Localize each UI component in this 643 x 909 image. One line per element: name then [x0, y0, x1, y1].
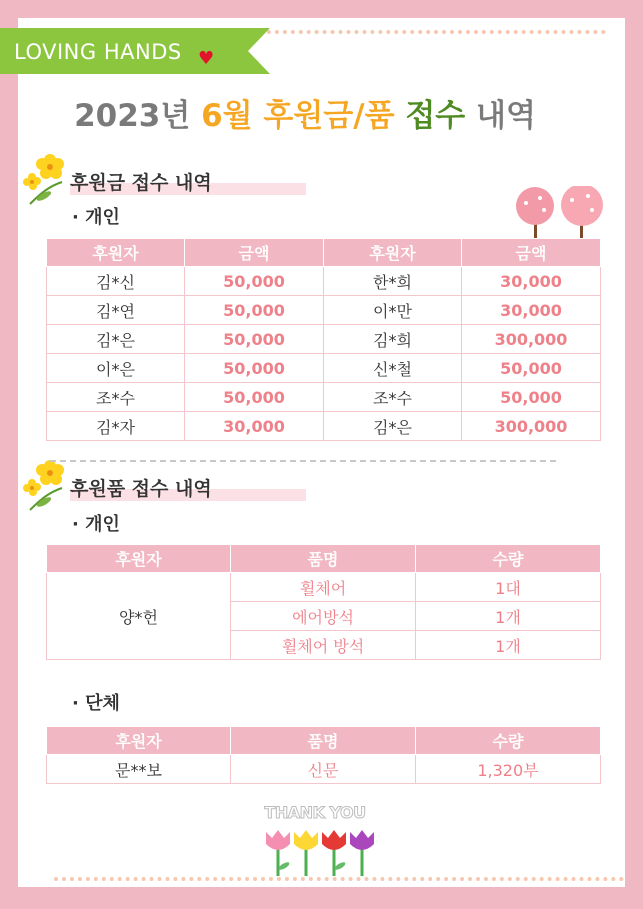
donor-cell: 이*은	[47, 354, 185, 383]
table-header-row	[47, 239, 601, 267]
title-year: 2023년	[74, 98, 202, 134]
col-amount: 금액	[462, 239, 601, 267]
donor-cell: 김*은	[47, 325, 185, 354]
heart-icon: ♥	[198, 48, 215, 69]
amount-cell: 50,000	[185, 267, 324, 296]
donor-cell: 한*희	[324, 267, 462, 296]
goods-group-table	[46, 726, 601, 784]
table-row	[47, 267, 601, 296]
section-divider	[50, 460, 556, 462]
table-row	[47, 296, 601, 325]
quantity-cell: 1개	[416, 631, 601, 660]
item-cell: 휠체어 방석	[231, 631, 416, 660]
donation-goods-heading: 후원품 접수 내역	[70, 478, 212, 500]
amount-cell: 50,000	[185, 296, 324, 325]
donor-cell: 신*철	[324, 354, 462, 383]
table-row	[47, 325, 601, 354]
table-header-row	[47, 545, 601, 573]
yellow-flower-icon	[22, 458, 74, 514]
table-row	[47, 573, 601, 602]
table-row	[47, 354, 601, 383]
table-row	[47, 755, 601, 784]
col-quantity: 수량	[416, 727, 601, 755]
donor-cell: 김*자	[47, 412, 185, 441]
amount-cell: 50,000	[462, 383, 601, 412]
yellow-flower-icon	[22, 152, 74, 208]
donor-cell: 문**보	[47, 755, 231, 784]
individual-subheading: · 개인	[72, 514, 120, 535]
amount-cell: 30,000	[462, 296, 601, 325]
title-month: 6월 후원금/품	[201, 98, 406, 134]
col-donor: 후원자	[47, 727, 231, 755]
quantity-cell: 1,320부	[416, 755, 601, 784]
donation-money-heading: 후원금 접수 내역	[70, 172, 212, 194]
group-subheading: · 단체	[72, 693, 120, 714]
item-cell: 에어방석	[231, 602, 416, 631]
table-row	[47, 412, 601, 441]
donor-cell: 양*헌	[47, 573, 231, 660]
col-item-name: 품명	[231, 545, 416, 573]
donor-cell: 조*수	[47, 383, 185, 412]
bottom-dotted-border	[54, 877, 624, 881]
col-item-name: 품명	[231, 727, 416, 755]
col-donor: 후원자	[324, 239, 462, 267]
brand-name: LOVING HANDS	[14, 40, 182, 64]
donation-money-table	[46, 238, 601, 441]
title-history: 내역	[476, 98, 536, 134]
item-cell: 신문	[231, 755, 416, 784]
amount-cell: 50,000	[185, 383, 324, 412]
quantity-cell: 1개	[416, 602, 601, 631]
cherry-tree-icon	[510, 186, 606, 242]
col-donor: 후원자	[47, 239, 185, 267]
amount-cell: 300,000	[462, 325, 601, 354]
tulips-icon	[262, 826, 380, 876]
individual-subheading: · 개인	[72, 207, 120, 228]
col-donor: 후원자	[47, 545, 231, 573]
amount-cell: 50,000	[185, 354, 324, 383]
donor-cell: 조*수	[324, 383, 462, 412]
donor-cell: 이*만	[324, 296, 462, 325]
page-title	[60, 96, 550, 136]
goods-individual-table	[46, 544, 601, 660]
amount-cell: 30,000	[462, 267, 601, 296]
donor-cell: 김*신	[47, 267, 185, 296]
title-receipt: 접수	[405, 98, 477, 134]
table-row	[47, 383, 601, 412]
quantity-cell: 1대	[416, 573, 601, 602]
table-header-row	[47, 727, 601, 755]
donor-cell: 김*희	[324, 325, 462, 354]
amount-cell: 300,000	[462, 412, 601, 441]
col-quantity: 수량	[416, 545, 601, 573]
amount-cell: 30,000	[185, 412, 324, 441]
amount-cell: 50,000	[462, 354, 601, 383]
donor-cell: 김*연	[47, 296, 185, 325]
donor-cell: 김*은	[324, 412, 462, 441]
amount-cell: 50,000	[185, 325, 324, 354]
item-cell: 휠체어	[231, 573, 416, 602]
col-amount: 금액	[185, 239, 324, 267]
thank-you-text: THANK YOU	[264, 803, 366, 822]
